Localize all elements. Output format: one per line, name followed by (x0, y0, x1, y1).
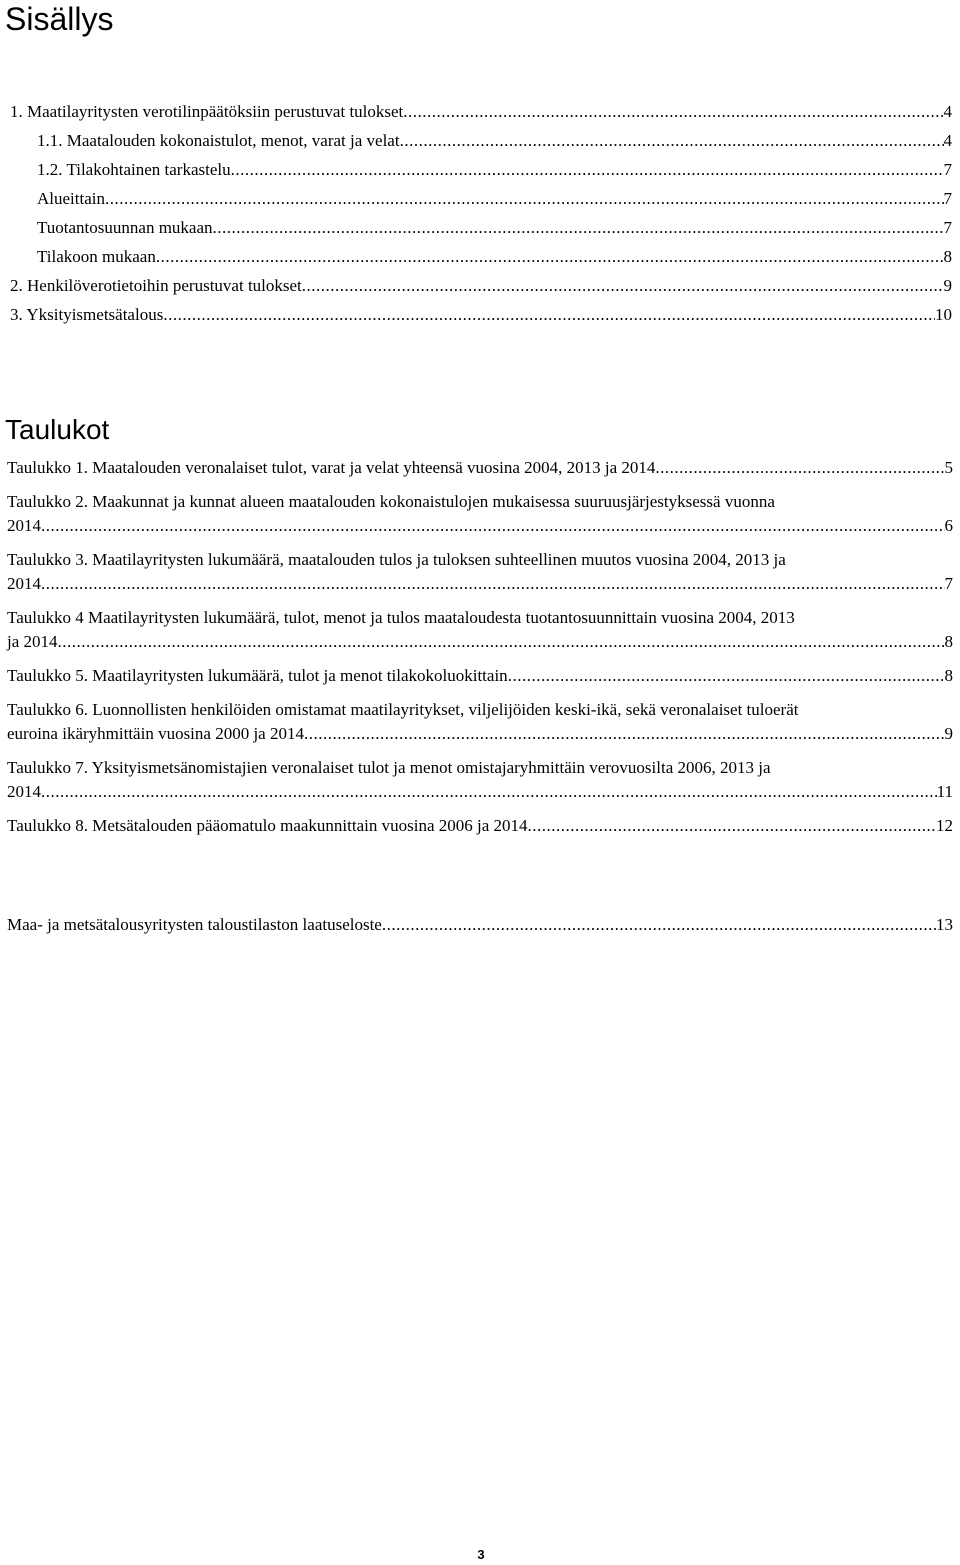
main-toc (0, 97, 960, 329)
dot-leader (156, 242, 944, 271)
table-entry-6[interactable] (0, 698, 960, 746)
table-entry-title: Taulukko 1. Maatalouden veronalaiset tulot, varat ja velat yhteensä vuosina 2004, 2013 ja 2014 (7, 458, 656, 477)
dot-leader (41, 780, 937, 804)
table-entry-page: 5 (944, 458, 953, 477)
dot-leader (400, 126, 944, 155)
toc-entry-page: 8 (943, 247, 952, 266)
table-entry-title-line1: Taulukko 3. Maatilayritysten lukumäärä, maatalouden tulos ja tuloksen suhteellinen muutos vuosina 2004, 2013 ja (7, 550, 786, 569)
table-entry-title-line2: 2014 (7, 782, 41, 801)
toc-entry-1-2[interactable] (0, 155, 960, 184)
dot-leader (382, 910, 936, 940)
annex-entry-page: 13 (936, 915, 953, 934)
toc-entry-title: 2. Henkilöverotietoihin perustuvat tulokset (10, 276, 302, 295)
toc-entry-title: Tuotantosuunnan mukaan (37, 218, 213, 237)
toc-entry-page: 4 (943, 131, 952, 150)
table-entry-page: 12 (936, 816, 953, 835)
table-entry-page: 8 (944, 632, 953, 651)
toc-entry-title: Alueittain (37, 189, 105, 208)
toc-entry-page: 7 (943, 160, 952, 179)
toc-entry-1-1[interactable] (0, 126, 960, 155)
table-entry-page: 9 (944, 724, 953, 743)
toc-entry-page: 7 (943, 218, 952, 237)
toc-entry-alueittain[interactable] (0, 184, 960, 213)
annex-entry-title: Maa- ja metsätalousyritysten taloustilaston laatuseloste (7, 915, 382, 934)
table-entry-title: Taulukko 5. Maatilayritysten lukumäärä, tulot ja menot tilakokoluokittain (7, 666, 508, 685)
table-entry-line (7, 780, 953, 804)
table-entry-line (7, 572, 953, 596)
table-entry-title-line1: Taulukko 4 Maatilayritysten lukumäärä, tulot, menot ja tulos maataloudesta tuotantosuunnittain vuosina 2004, 2013 (7, 608, 795, 627)
dot-leader (58, 630, 945, 654)
dot-leader (403, 97, 943, 126)
dot-leader (41, 572, 945, 596)
table-entry-title-line1: Taulukko 7. Yksityismetsänomistajien veronalaiset tulot ja menot omistajaryhmittäin verovuosilta 2006, 2013 ja (7, 758, 771, 777)
table-entry-title: Taulukko 8. Metsätalouden pääomatulo maakunnittain vuosina 2006 ja 2014 (7, 816, 528, 835)
toc-entry-page: 7 (943, 189, 952, 208)
table-entry-title-line2: euroina ikäryhmittäin vuosina 2000 ja 2014 (7, 724, 304, 743)
dot-leader (508, 664, 945, 688)
annex-entry[interactable] (0, 910, 960, 940)
dot-leader (231, 155, 944, 184)
table-entry-page: 11 (936, 782, 953, 801)
dot-leader (163, 300, 935, 329)
table-entry-line (7, 722, 953, 746)
toc-entry-3[interactable] (0, 300, 960, 329)
toc-entry-page: 4 (943, 102, 952, 121)
dot-leader (304, 722, 945, 746)
toc-entry-page: 10 (935, 305, 952, 324)
table-entry-5[interactable] (0, 664, 960, 688)
table-entry-title-line2: ja 2014 (7, 632, 58, 651)
dot-leader (655, 456, 944, 480)
table-entry-4[interactable] (0, 606, 960, 654)
toc-entry-1[interactable] (0, 97, 960, 126)
table-entry-3[interactable] (0, 548, 960, 596)
dot-leader (528, 814, 936, 838)
table-entry-page: 8 (944, 666, 953, 685)
table-entry-title-line2: 2014 (7, 574, 41, 593)
toc-entry-title: 3. Yksityismetsätalous (10, 305, 164, 324)
table-entry-7[interactable] (0, 756, 960, 804)
tables-heading: Taulukot (5, 414, 110, 445)
table-entry-1[interactable] (0, 456, 960, 480)
dot-leader (105, 184, 944, 213)
toc-entry-2[interactable] (0, 271, 960, 300)
table-entry-title-line2: 2014 (7, 516, 41, 535)
toc-entry-title: 1.2. Tilakohtainen tarkastelu (37, 160, 231, 179)
toc-entry-page: 9 (943, 276, 952, 295)
toc-entry-tuotantosuunta[interactable] (0, 213, 960, 242)
toc-entry-title: 1.1. Maatalouden kokonaistulot, menot, varat ja velat (37, 131, 400, 150)
annex-list (0, 910, 960, 940)
table-entry-page: 7 (944, 574, 953, 593)
toc-entry-tilakoko[interactable] (0, 242, 960, 271)
toc-entry-title: Tilakoon mukaan (37, 247, 156, 266)
table-entry-8[interactable] (0, 814, 960, 838)
dot-leader (302, 271, 944, 300)
table-entry-title-line1: Taulukko 2. Maakunnat ja kunnat alueen maatalouden kokonaistulojen mukaisessa suuruusjärjestyksessä vuonna (7, 492, 775, 511)
table-entry-line (7, 814, 953, 838)
dot-leader (213, 213, 944, 242)
tables-list (0, 456, 960, 848)
contents-heading: Sisällys (5, 1, 114, 37)
table-entry-line (7, 456, 953, 480)
table-entry-2[interactable] (0, 490, 960, 538)
table-entry-line (7, 630, 953, 654)
toc-entry-title: 1. Maatilayritysten verotilinpäätöksiin perustuvat tulokset (10, 102, 404, 121)
table-entry-line (7, 664, 953, 688)
table-entry-title-line1: Taulukko 6. Luonnollisten henkilöiden omistamat maatilayritykset, viljelijöiden keski-ikä, sekä veronalaiset tuloerät (7, 700, 799, 719)
page-number: 3 (477, 1547, 485, 1562)
dot-leader (41, 514, 945, 538)
table-entry-line (7, 514, 953, 538)
table-entry-page: 6 (944, 516, 953, 535)
